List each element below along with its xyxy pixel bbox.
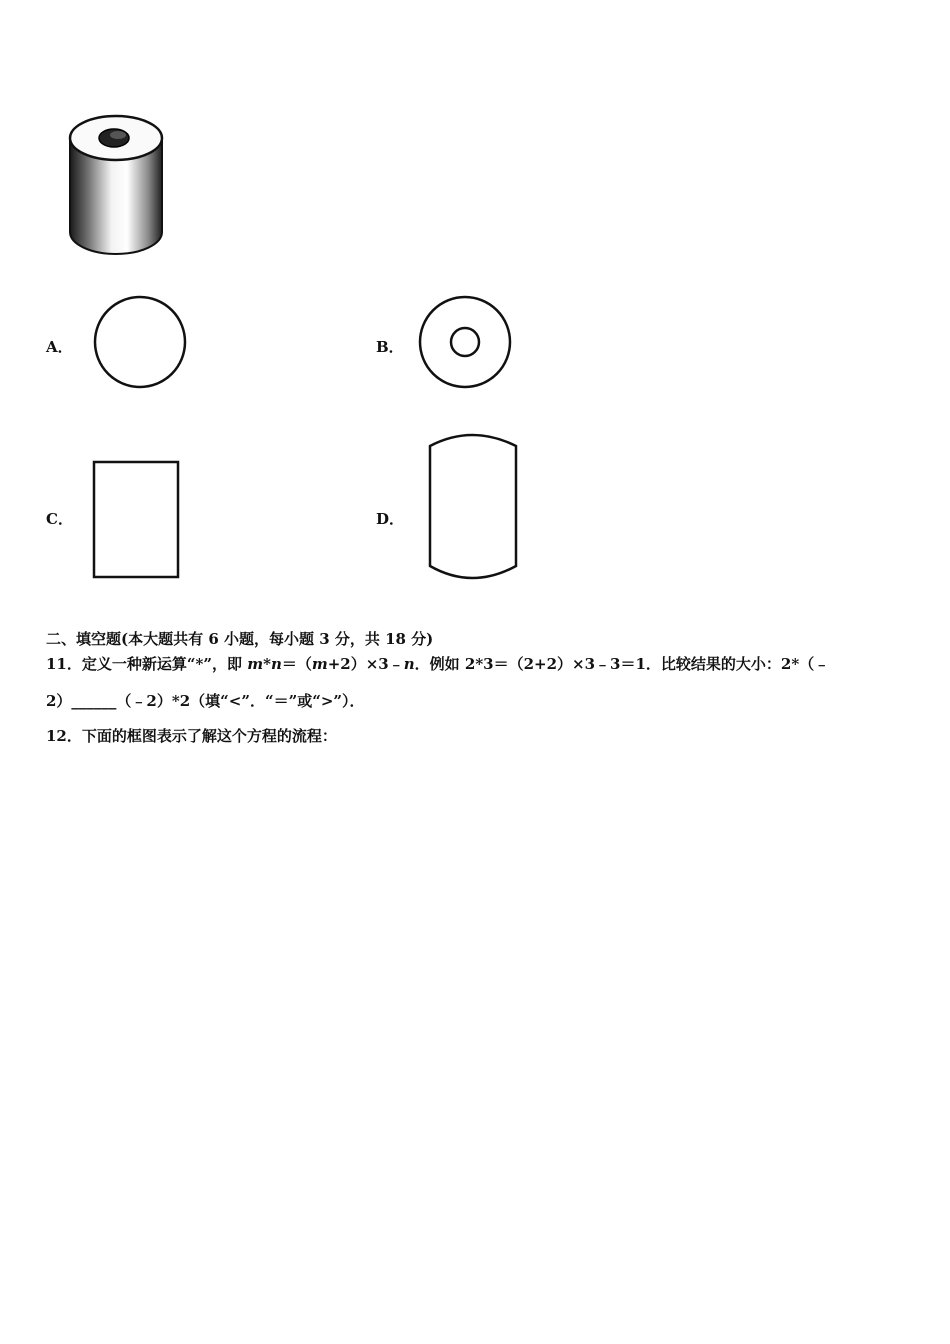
option-a-label: A． (46, 338, 73, 356)
var-n-2: n (403, 655, 415, 673)
concentric-circles-icon (415, 294, 515, 394)
option-b-figure (415, 294, 515, 394)
option-d-label: D． (376, 510, 405, 528)
hollow-cylinder-figure (66, 112, 166, 257)
q11-star: * (263, 655, 271, 673)
hollow-cylinder-icon (66, 112, 166, 257)
option-c-label: C． (46, 510, 73, 528)
question-12: 12．下面的框图表示了解这个方程的流程： (46, 727, 337, 745)
var-n: n (270, 655, 282, 673)
circle-icon (90, 294, 190, 394)
var-m-2: m (311, 655, 328, 673)
q11-text-d: ．例如 2*3＝（2+2）×3﹣3＝1．比较结果的大小：2*（﹣ (414, 655, 830, 673)
option-b-label: B． (376, 338, 404, 356)
q11-text-a: 11．定义一种新运算“*”，即 (46, 655, 248, 673)
question-11-line-1 (46, 653, 829, 674)
q11-text-b: ＝（ (281, 655, 312, 673)
section-heading: 二、填空题(本大题共有 6 小题，每小题 3 分，共 18 分) (46, 630, 434, 648)
option-d-figure (424, 430, 524, 585)
question-11-line-2: 2）______（﹣2）*2（填“<”．“＝”或“>”）． (46, 692, 365, 710)
var-m: m (247, 655, 264, 673)
rectangle-icon (90, 458, 184, 583)
option-c-figure (90, 458, 184, 583)
q11-text-c: +2）×3﹣ (327, 655, 404, 673)
curved-rectangle-icon (424, 430, 524, 585)
option-a-figure (90, 294, 190, 394)
